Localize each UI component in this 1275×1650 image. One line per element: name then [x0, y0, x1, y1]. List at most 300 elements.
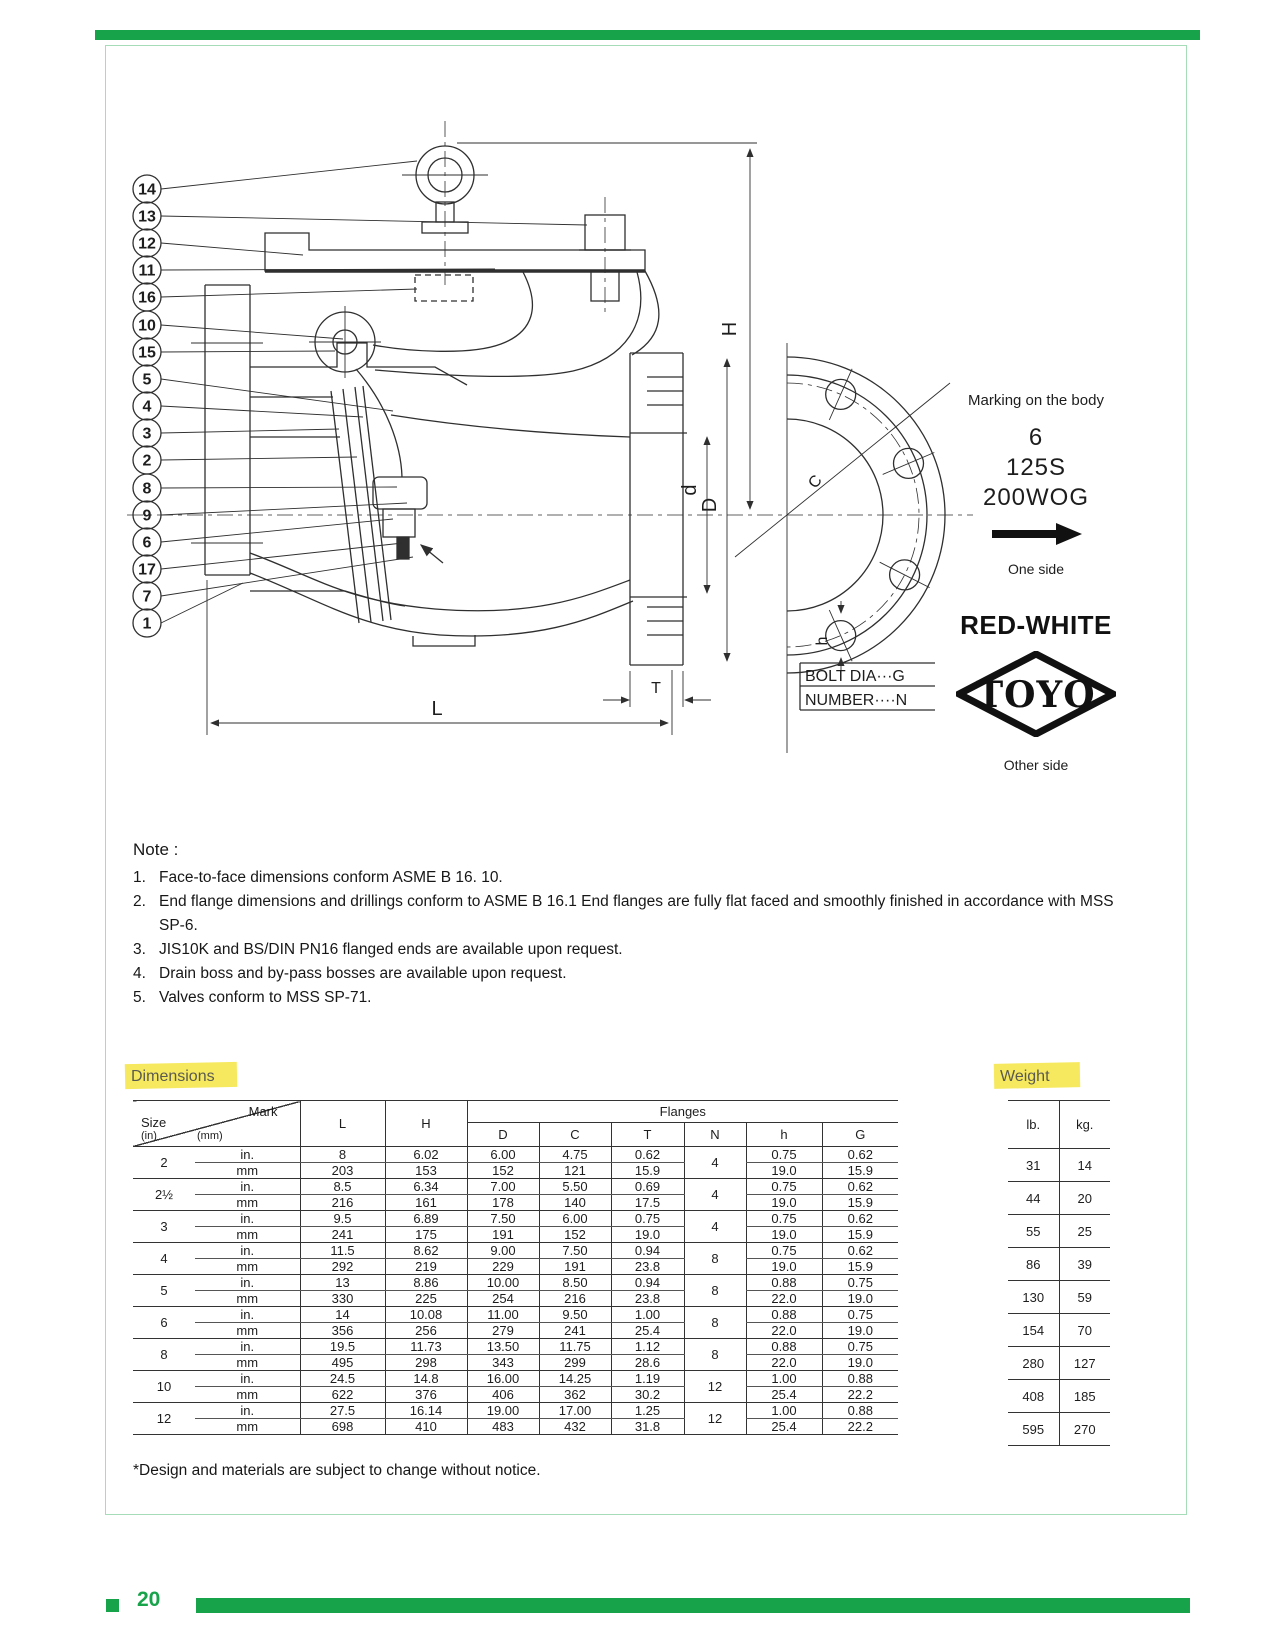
- table-row-mm: [133, 1227, 898, 1243]
- dim-cell: 0.69: [611, 1179, 684, 1195]
- dim-cell: 15.9: [822, 1163, 898, 1179]
- dim-cell: 0.75: [746, 1243, 822, 1259]
- dim-cell: 362: [539, 1387, 611, 1403]
- dim-cell: 30.2: [611, 1387, 684, 1403]
- callout-number-3: 3: [142, 425, 152, 443]
- dim-label-d: d: [679, 484, 701, 496]
- dim-cell: 0.62: [822, 1211, 898, 1227]
- brand-name: RED-WHITE: [960, 610, 1112, 640]
- weight-row: [1008, 1380, 1110, 1413]
- dim-cell: 140: [539, 1195, 611, 1211]
- table-row-mm: [133, 1419, 898, 1435]
- unit-cell: mm: [195, 1259, 300, 1275]
- bolt-dia-label: BOLT DIA···G: [805, 668, 905, 685]
- dim-cell: 19.0: [822, 1355, 898, 1371]
- callout-group: [133, 161, 587, 637]
- dim-cell: 15.9: [822, 1227, 898, 1243]
- marking-line-3: 200WOG: [982, 484, 1090, 511]
- footer-green-bar: [196, 1598, 1190, 1613]
- design-footnote: *Design and materials are subject to change without notice.: [133, 1462, 541, 1479]
- dim-cell: 161: [385, 1195, 467, 1211]
- col-header-T: T: [611, 1123, 684, 1147]
- weight-lb-cell: 408: [1008, 1380, 1059, 1413]
- dashed-reference-box: [415, 275, 473, 301]
- callout-number-1: 1: [142, 615, 152, 633]
- shoulder-right: [632, 271, 659, 355]
- dim-cell: 1.12: [611, 1339, 684, 1355]
- note-number: 4.: [133, 965, 146, 982]
- dim-cell: 0.88: [746, 1339, 822, 1355]
- dim-cell: 14: [300, 1307, 385, 1323]
- note-item: [133, 866, 1133, 890]
- table-row-mm: [133, 1355, 898, 1371]
- dim-cell: 406: [467, 1387, 539, 1403]
- dim-cell: 15.9: [822, 1195, 898, 1211]
- dim-cell: 19.5: [300, 1339, 385, 1355]
- col-header-N: N: [684, 1123, 746, 1147]
- dim-cell: 11.75: [539, 1339, 611, 1355]
- notes-list: [133, 866, 1133, 1010]
- weight-lb-cell: 154: [1008, 1314, 1059, 1347]
- dim-cell: 8: [300, 1147, 385, 1163]
- unit-cell: mm: [195, 1387, 300, 1403]
- unit-cell: mm: [195, 1195, 300, 1211]
- notes-section: [133, 838, 1133, 1010]
- weight-row: [1008, 1413, 1110, 1446]
- unit-cell: mm: [195, 1355, 300, 1371]
- marking-block: [950, 392, 1122, 577]
- dim-cell: 152: [467, 1163, 539, 1179]
- dim-cell: 6.00: [539, 1211, 611, 1227]
- callout-number-14: 14: [138, 181, 156, 199]
- table-row-in: [133, 1371, 898, 1387]
- callout-leader-13: [161, 216, 587, 225]
- weight-lb-cell: 31: [1008, 1149, 1059, 1182]
- dim-cell: 17.5: [611, 1195, 684, 1211]
- dim-cell: 0.62: [822, 1147, 898, 1163]
- body-inner: [250, 573, 633, 636]
- marking-title: Marking on the body: [968, 392, 1104, 409]
- dim-cell: 216: [539, 1291, 611, 1307]
- unit-cell: mm: [195, 1419, 300, 1435]
- dim-cell: 11.00: [467, 1307, 539, 1323]
- dim-cell: 8.5: [300, 1179, 385, 1195]
- col-header-h: h: [746, 1123, 822, 1147]
- dim-cell: 13: [300, 1275, 385, 1291]
- dim-cell: 343: [467, 1355, 539, 1371]
- callout-number-10: 10: [138, 317, 156, 335]
- weight-col-lb: lb.: [1008, 1101, 1059, 1149]
- dimensions-title: Dimensions: [131, 1068, 215, 1086]
- table-row-mm: [133, 1323, 898, 1339]
- size-cell: 6: [133, 1307, 195, 1339]
- dim-cell: 225: [385, 1291, 467, 1307]
- dim-cell: 7.50: [539, 1243, 611, 1259]
- dim-cell: 22.0: [746, 1355, 822, 1371]
- unit-cell: in.: [195, 1147, 300, 1163]
- dim-cell: 28.6: [611, 1355, 684, 1371]
- dim-cell: 0.94: [611, 1243, 684, 1259]
- page-number: 20: [137, 1588, 161, 1611]
- weight-table: [1008, 1100, 1110, 1446]
- dimensions-table: [133, 1100, 898, 1435]
- unit-cell: in.: [195, 1307, 300, 1323]
- dim-cell: 25.4: [611, 1323, 684, 1339]
- size-cell: 2½: [133, 1179, 195, 1211]
- marking-line-1: 6: [1028, 424, 1044, 451]
- table-row-mm: [133, 1163, 898, 1179]
- weight-kg-cell: 70: [1059, 1314, 1110, 1347]
- dim-cell: 191: [539, 1259, 611, 1275]
- callout-number-17: 17: [138, 561, 156, 579]
- callout-number-4: 4: [142, 398, 152, 416]
- size-cell: 12: [133, 1403, 195, 1435]
- dim-label-T: T: [651, 680, 661, 697]
- weight-title: Weight: [1000, 1068, 1050, 1086]
- weight-lb-cell: 130: [1008, 1281, 1059, 1314]
- callout-number-12: 12: [138, 235, 156, 253]
- weight-kg-cell: 59: [1059, 1281, 1110, 1314]
- note-number: 1.: [133, 869, 146, 886]
- weight-row: [1008, 1281, 1110, 1314]
- weight-lb-cell: 86: [1008, 1248, 1059, 1281]
- table-row-in: [133, 1403, 898, 1419]
- n-cell: 12: [684, 1371, 746, 1403]
- dim-cell: 27.5: [300, 1403, 385, 1419]
- dim-cell: 0.75: [746, 1211, 822, 1227]
- dim-cell: 9.50: [539, 1307, 611, 1323]
- dim-cell: 25.4: [746, 1387, 822, 1403]
- toyo-logo-text: TOYO: [976, 674, 1096, 716]
- dim-cell: 10.08: [385, 1307, 467, 1323]
- weight-kg-cell: 20: [1059, 1182, 1110, 1215]
- dim-cell: 14.8: [385, 1371, 467, 1387]
- unit-cell: in.: [195, 1339, 300, 1355]
- callout-leader-10: [161, 325, 343, 339]
- size-cell: 10: [133, 1371, 195, 1403]
- n-cell: 8: [684, 1275, 746, 1307]
- unit-cell: mm: [195, 1163, 300, 1179]
- flanges-header: Flanges: [467, 1101, 898, 1123]
- unit-cell: in.: [195, 1179, 300, 1195]
- dim-label-D: D: [699, 497, 721, 513]
- dim-cell: 16.14: [385, 1403, 467, 1419]
- weight-row: [1008, 1347, 1110, 1380]
- size-cell: 4: [133, 1243, 195, 1275]
- weight-kg-cell: 25: [1059, 1215, 1110, 1248]
- unit-cell: mm: [195, 1291, 300, 1307]
- dim-cell: 15.9: [822, 1259, 898, 1275]
- dim-cell: 241: [300, 1227, 385, 1243]
- dim-cell: 19.0: [822, 1291, 898, 1307]
- size-cell: 8: [133, 1339, 195, 1371]
- dim-cell: 1.00: [746, 1371, 822, 1387]
- dim-cell: 1.25: [611, 1403, 684, 1419]
- cover-plate: [265, 233, 645, 271]
- weight-lb-cell: 595: [1008, 1413, 1059, 1446]
- size-cell: 3: [133, 1211, 195, 1243]
- notes-heading: Note :: [133, 840, 179, 859]
- weight-kg-cell: 185: [1059, 1380, 1110, 1413]
- dim-cell: 0.75: [822, 1275, 898, 1291]
- dim-cell: 495: [300, 1355, 385, 1371]
- dim-cell: 8.62: [385, 1243, 467, 1259]
- dim-cell: 11.5: [300, 1243, 385, 1259]
- note-number: 3.: [133, 941, 146, 958]
- weight-lb-cell: 55: [1008, 1215, 1059, 1248]
- size-cell: 2: [133, 1147, 195, 1179]
- dim-T: [603, 671, 711, 707]
- dim-cell: 23.8: [611, 1259, 684, 1275]
- dim-cell: 17.00: [539, 1403, 611, 1419]
- dim-cell: 24.5: [300, 1371, 385, 1387]
- dim-cell: 6.00: [467, 1147, 539, 1163]
- dim-cell: 14.25: [539, 1371, 611, 1387]
- table-row-mm: [133, 1195, 898, 1211]
- dim-cell: 256: [385, 1323, 467, 1339]
- footer-square-icon: [106, 1599, 119, 1612]
- dim-cell: 4.75: [539, 1147, 611, 1163]
- dim-cell: 19.0: [611, 1227, 684, 1243]
- dim-cell: 0.75: [822, 1307, 898, 1323]
- body-outer: [250, 553, 630, 611]
- dim-cell: 19.0: [746, 1227, 822, 1243]
- dim-cell: 0.75: [746, 1147, 822, 1163]
- callout-number-16: 16: [138, 289, 156, 307]
- dim-cell: 9.5: [300, 1211, 385, 1227]
- bolt-label-box: [800, 663, 935, 710]
- dim-L: [207, 580, 672, 735]
- table-row-in: [133, 1147, 898, 1163]
- weight-lb-cell: 280: [1008, 1347, 1059, 1380]
- weight-col-kg: kg.: [1059, 1101, 1110, 1149]
- dim-label-H: H: [719, 321, 741, 337]
- callout-number-9: 9: [142, 507, 152, 525]
- note-text: Face-to-face dimensions conform ASME B 16. 10.: [159, 869, 503, 886]
- inlet-roof: [250, 343, 467, 385]
- dim-cell: 22.0: [746, 1323, 822, 1339]
- top-green-strip: [95, 30, 1200, 40]
- table-row-mm: [133, 1387, 898, 1403]
- callout-number-7: 7: [142, 588, 152, 606]
- callout-number-6: 6: [142, 534, 152, 552]
- size-cell: 5: [133, 1275, 195, 1307]
- table-row-in: [133, 1179, 898, 1195]
- dim-label-h: h: [814, 636, 831, 646]
- weight-lb-cell: 44: [1008, 1182, 1059, 1215]
- table-row-in: [133, 1339, 898, 1355]
- unit-cell: in.: [195, 1243, 300, 1259]
- unit-cell: mm: [195, 1227, 300, 1243]
- dim-cell: 19.0: [746, 1195, 822, 1211]
- n-cell: 4: [684, 1211, 746, 1243]
- dim-cell: 22.0: [746, 1291, 822, 1307]
- dim-cell: 0.94: [611, 1275, 684, 1291]
- note-text: Valves conform to MSS SP-71.: [159, 989, 372, 1006]
- dim-cell: 0.62: [611, 1147, 684, 1163]
- dim-H: [457, 143, 757, 509]
- table-row-mm: [133, 1291, 898, 1307]
- marking-line-2: 125S: [1005, 454, 1067, 481]
- dim-cell: 8.50: [539, 1275, 611, 1291]
- callout-leader-6: [161, 519, 393, 542]
- callout-leader-12: [161, 243, 303, 255]
- callout-leader-2: [161, 457, 357, 460]
- weight-row: [1008, 1215, 1110, 1248]
- dim-cell: 241: [539, 1323, 611, 1339]
- dim-cell: 6.89: [385, 1211, 467, 1227]
- dim-cell: 622: [300, 1387, 385, 1403]
- dim-D: [699, 359, 727, 661]
- weight-kg-cell: 14: [1059, 1149, 1110, 1182]
- dim-cell: 229: [467, 1259, 539, 1275]
- dim-cell: 191: [467, 1227, 539, 1243]
- note-item: [133, 962, 1133, 986]
- unit-cell: in.: [195, 1371, 300, 1387]
- dim-cell: 6.34: [385, 1179, 467, 1195]
- dim-cell: 0.88: [746, 1307, 822, 1323]
- dim-cell: 31.8: [611, 1419, 684, 1435]
- dim-cell: 7.00: [467, 1179, 539, 1195]
- n-cell: 8: [684, 1243, 746, 1275]
- dim-cell: 5.50: [539, 1179, 611, 1195]
- dim-cell: 1.19: [611, 1371, 684, 1387]
- dim-cell: 0.75: [822, 1339, 898, 1355]
- dim-cell: 410: [385, 1419, 467, 1435]
- other-side-label: Other side: [1003, 757, 1069, 773]
- dim-cell: 7.50: [467, 1211, 539, 1227]
- dim-cell: 9.00: [467, 1243, 539, 1259]
- bolt-number-label: NUMBER····N: [805, 692, 908, 709]
- callout-number-2: 2: [142, 452, 152, 470]
- body-foot: [413, 635, 475, 646]
- col-header-H: H: [385, 1101, 467, 1147]
- dim-cell: 0.62: [822, 1179, 898, 1195]
- col-header-L: L: [300, 1101, 385, 1147]
- dim-cell: 330: [300, 1291, 385, 1307]
- weight-row: [1008, 1314, 1110, 1347]
- dim-cell: 0.88: [822, 1371, 898, 1387]
- unit-cell: in.: [195, 1403, 300, 1419]
- callout-leader-16: [161, 289, 417, 297]
- dim-cell: 203: [300, 1163, 385, 1179]
- dim-cell: 153: [385, 1163, 467, 1179]
- weight-row: [1008, 1182, 1110, 1215]
- dim-cell: 483: [467, 1419, 539, 1435]
- flow-arrow-icon: [990, 523, 1082, 545]
- dim-cell: 22.2: [822, 1387, 898, 1403]
- dim-cell: 292: [300, 1259, 385, 1275]
- weight-table-body: [1008, 1149, 1110, 1446]
- n-cell: 8: [684, 1339, 746, 1371]
- dim-label-L: L: [431, 698, 443, 720]
- callout-leader-14: [161, 161, 417, 189]
- dim-cell: 11.73: [385, 1339, 467, 1355]
- dim-cell: 152: [539, 1227, 611, 1243]
- callout-number-8: 8: [142, 480, 152, 498]
- callout-number-15: 15: [138, 344, 156, 362]
- dim-cell: 1.00: [611, 1307, 684, 1323]
- dim-cell: 19.0: [746, 1163, 822, 1179]
- callout-leader-1: [161, 583, 243, 623]
- dim-cell: 0.88: [822, 1403, 898, 1419]
- dim-cell: 25.4: [746, 1419, 822, 1435]
- dim-cell: 698: [300, 1419, 385, 1435]
- callout-leader-5: [161, 379, 393, 411]
- dim-cell: 0.75: [611, 1211, 684, 1227]
- dim-cell: 8.86: [385, 1275, 467, 1291]
- toyo-logo: [956, 651, 1116, 737]
- inlet-bore-bottom: [250, 591, 405, 606]
- weight-row: [1008, 1248, 1110, 1281]
- weight-kg-cell: 39: [1059, 1248, 1110, 1281]
- dim-cell: 10.00: [467, 1275, 539, 1291]
- note-text: End flange dimensions and drillings conform to ASME B 16.1 End flanges are fully flat faced and smoothly finished in accordance with MSS SP-6.: [159, 893, 1114, 934]
- dim-cell: 0.75: [746, 1179, 822, 1195]
- dim-cell: 432: [539, 1419, 611, 1435]
- outlet-flange: [630, 353, 687, 665]
- dim-cell: 254: [467, 1291, 539, 1307]
- note-item: [133, 986, 1133, 1010]
- table-row-in: [133, 1307, 898, 1323]
- dim-cell: 298: [385, 1355, 467, 1371]
- weight-row: [1008, 1149, 1110, 1182]
- note-item: [133, 938, 1133, 962]
- dim-cell: 6.02: [385, 1147, 467, 1163]
- dim-cell: 13.50: [467, 1339, 539, 1355]
- dim-cell: 219: [385, 1259, 467, 1275]
- dim-cell: 22.2: [822, 1419, 898, 1435]
- note-number: 5.: [133, 989, 146, 1006]
- n-cell: 4: [684, 1147, 746, 1179]
- dim-cell: 279: [467, 1323, 539, 1339]
- dim-cell: 19.0: [746, 1259, 822, 1275]
- dim-cell: 23.8: [611, 1291, 684, 1307]
- dim-cell: 15.9: [611, 1163, 684, 1179]
- dim-label-C: C: [805, 472, 826, 492]
- dimensions-table-body: [133, 1147, 898, 1435]
- callout-leader-15: [161, 351, 335, 352]
- weight-kg-cell: 127: [1059, 1347, 1110, 1380]
- col-header-D: D: [467, 1123, 539, 1147]
- dim-cell: 0.88: [746, 1275, 822, 1291]
- unit-cell: mm: [195, 1323, 300, 1339]
- outlet-bore-top: [391, 415, 630, 437]
- callout-leader-7: [161, 557, 413, 596]
- n-cell: 4: [684, 1179, 746, 1211]
- dim-cell: 121: [539, 1163, 611, 1179]
- dim-cell: 19.0: [822, 1323, 898, 1339]
- hinge-arm: [356, 369, 402, 477]
- callout-leader-8: [161, 487, 397, 488]
- table-corner-cell: Size (in) Mark (mm): [133, 1101, 300, 1147]
- neck-outer: [373, 272, 532, 351]
- one-side-label: One side: [1007, 561, 1065, 577]
- n-cell: 8: [684, 1307, 746, 1339]
- unit-cell: in.: [195, 1275, 300, 1291]
- note-text: Drain boss and by-pass bosses are available upon request.: [159, 965, 567, 982]
- dim-cell: 16.00: [467, 1371, 539, 1387]
- unit-cell: in.: [195, 1211, 300, 1227]
- table-row-in: [133, 1211, 898, 1227]
- table-row-in: [133, 1243, 898, 1259]
- dim-cell: 19.00: [467, 1403, 539, 1419]
- weight-kg-cell: 270: [1059, 1413, 1110, 1446]
- table-row-in: [133, 1275, 898, 1291]
- dim-cell: 175: [385, 1227, 467, 1243]
- callout-number-5: 5: [142, 371, 152, 389]
- dim-cell: 216: [300, 1195, 385, 1211]
